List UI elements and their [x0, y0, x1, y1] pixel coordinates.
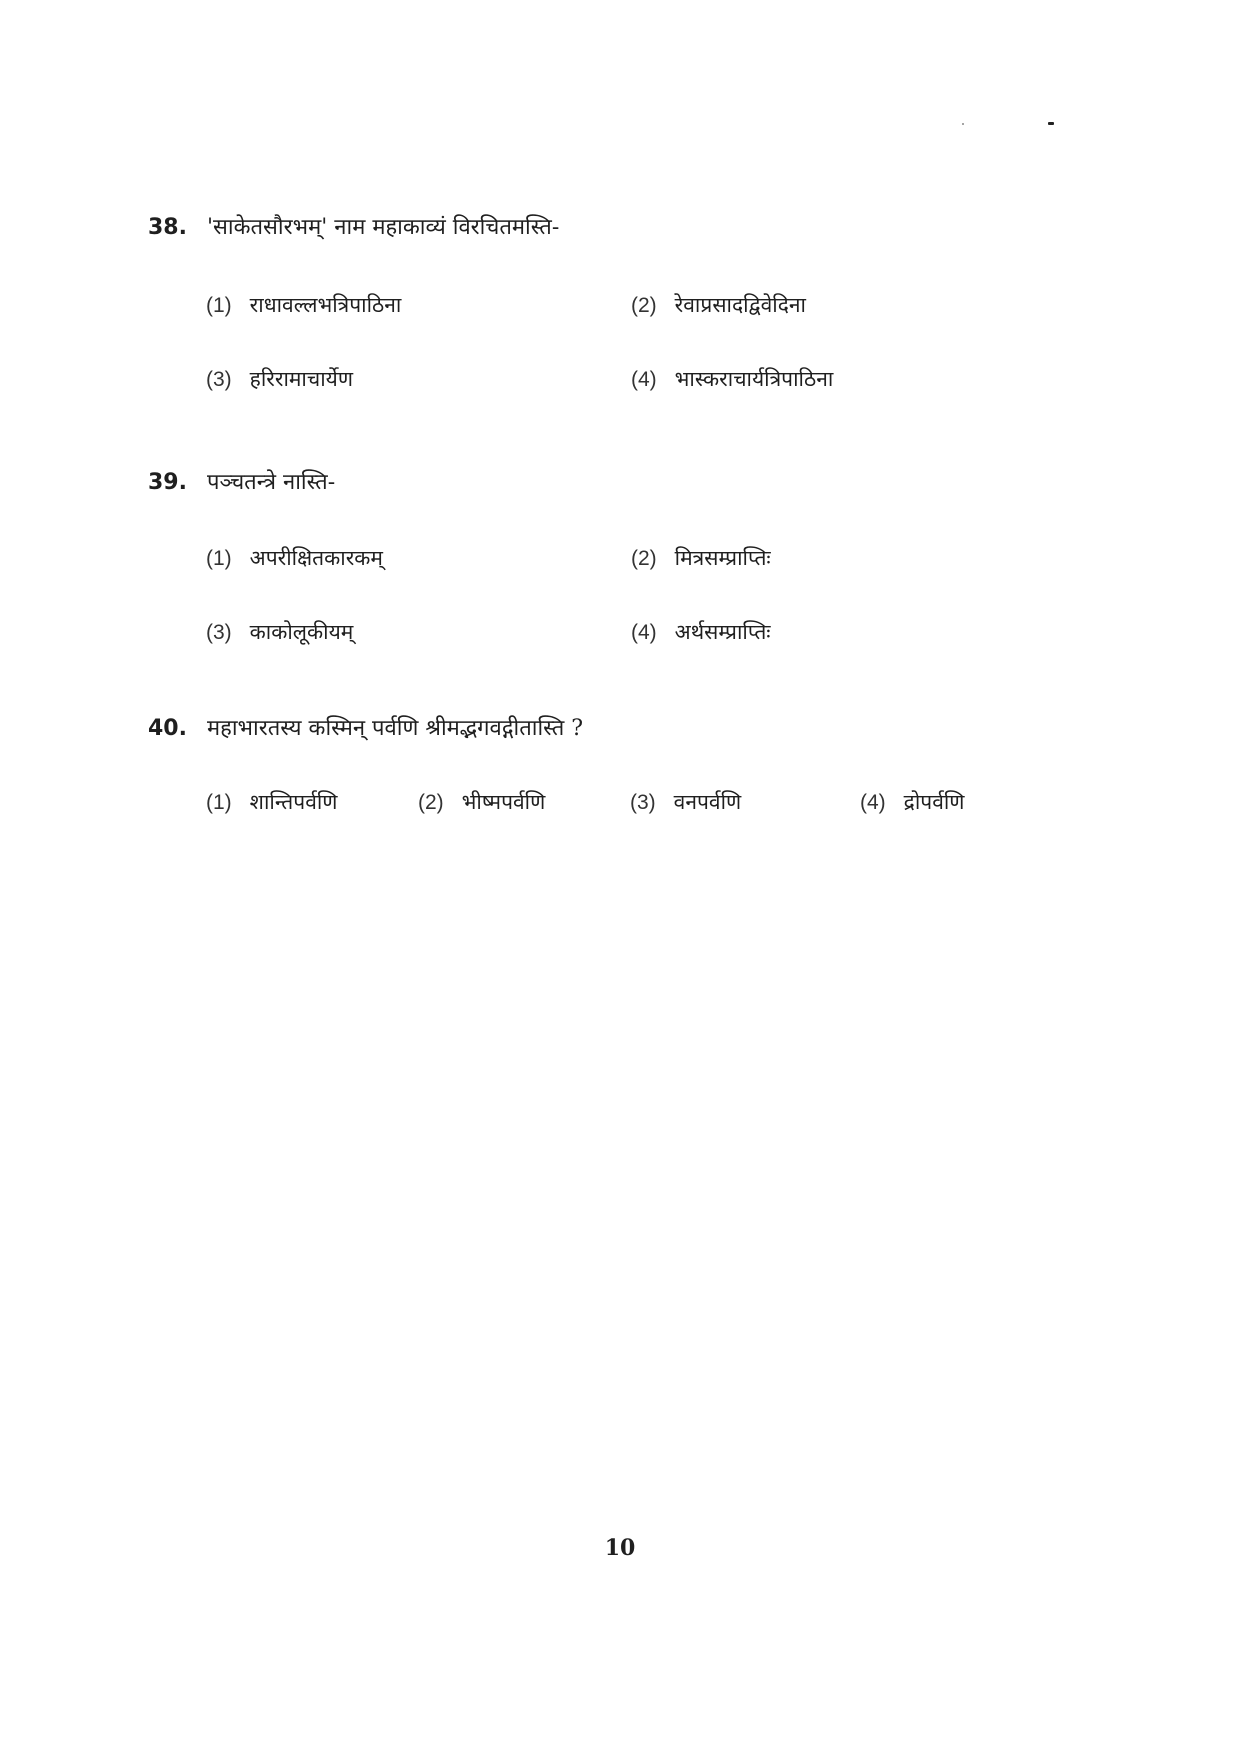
- question-text: 'साकेतसौरभम्' नाम महाकाव्यं विरचितमस्ति-: [207, 215, 560, 240]
- option-1[interactable]: [206, 290, 401, 321]
- option-number: (4): [631, 621, 657, 644]
- page-number: 10: [604, 1535, 636, 1561]
- option-number: (2): [418, 791, 444, 814]
- option-number: (4): [860, 791, 886, 814]
- question-text: पञ्चतन्त्रे नास्ति-: [207, 470, 336, 495]
- option-text: राधावल्लभत्रिपाठिना: [249, 293, 402, 317]
- scan-speck: [962, 123, 964, 125]
- option-text: अर्थसम्प्राप्तिः: [674, 620, 771, 644]
- option-3[interactable]: [206, 617, 353, 648]
- scan-speck: [1048, 122, 1054, 125]
- option-1[interactable]: [206, 543, 383, 574]
- option-text: भास्कराचार्यत्रिपाठिना: [674, 367, 834, 391]
- option-text: भीष्मपर्वणि: [461, 790, 546, 814]
- option-text: रेवाप्रसादद्विवेदिना: [674, 293, 806, 317]
- option-number: (3): [630, 791, 656, 814]
- option-4[interactable]: [631, 364, 833, 395]
- option-number: (3): [206, 621, 232, 644]
- question-40: [148, 714, 1108, 744]
- question-number: 39.: [148, 470, 187, 495]
- option-number: (4): [631, 368, 657, 391]
- option-2[interactable]: [418, 787, 545, 818]
- option-text: वनपर्वणि: [673, 790, 742, 814]
- option-number: (1): [206, 791, 232, 814]
- option-2[interactable]: [631, 543, 771, 574]
- question-39: [148, 468, 1108, 498]
- option-1[interactable]: [206, 787, 338, 818]
- option-text: काकोलूकीयम्: [249, 620, 354, 644]
- option-4[interactable]: [631, 617, 771, 648]
- option-number: (1): [206, 547, 232, 570]
- option-number: (1): [206, 294, 232, 317]
- option-3[interactable]: [630, 787, 741, 818]
- option-4[interactable]: [860, 787, 965, 818]
- option-number: (2): [631, 547, 657, 570]
- option-3[interactable]: [206, 364, 353, 395]
- option-text: द्रोपर्वणि: [903, 790, 965, 814]
- option-number: (2): [631, 294, 657, 317]
- option-2[interactable]: [631, 290, 806, 321]
- option-text: हरिरामाचार्येण: [249, 367, 354, 391]
- question-38: [148, 213, 1108, 243]
- question-number: 40.: [148, 716, 187, 741]
- option-text: अपरीक्षितकारकम्: [249, 546, 383, 570]
- question-number: 38.: [148, 215, 187, 240]
- question-text: महाभारतस्य कस्मिन् पर्वणि श्रीमद्भगवद्गीतास्ति ?: [207, 716, 584, 741]
- option-text: शान्तिपर्वणि: [249, 790, 338, 814]
- option-text: मित्रसम्प्राप्तिः: [674, 546, 771, 570]
- option-number: (3): [206, 368, 232, 391]
